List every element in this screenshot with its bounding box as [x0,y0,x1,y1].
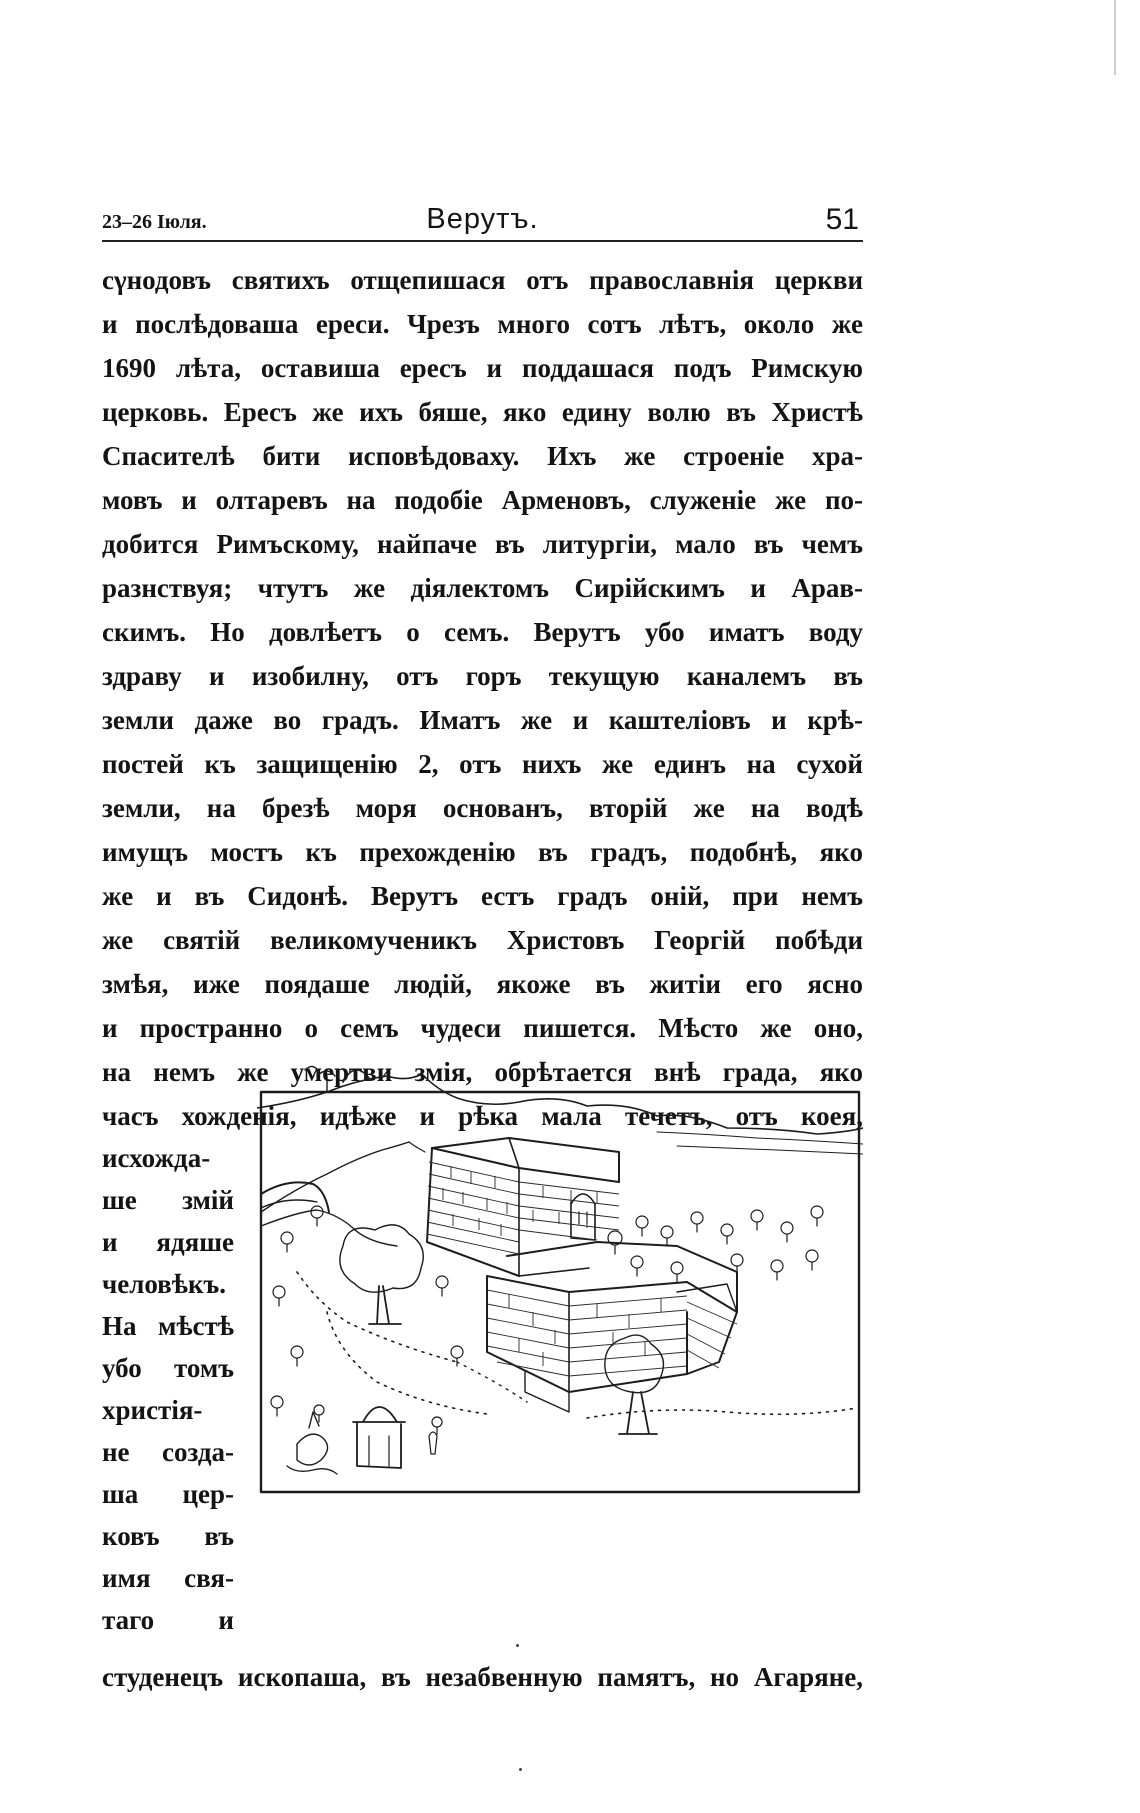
page-number: 51 [825,203,859,236]
illustration-frame [261,1092,859,1492]
text-line: имущъ мостъ къ прехожденію въ градъ, подобнѣ, яко [102,837,863,867]
side-text-line: исхожда- [102,1143,211,1173]
text-line: же святій великомученикъ Христовъ Георгій побѣди [102,925,863,955]
text-line: часъ хожденія, идѣже и рѣка мала течетъ, отъ коея, [102,1101,863,1131]
header-rule [102,240,863,242]
side-text-line: имя свя- [102,1563,234,1593]
side-text-line: убо томъ [102,1353,234,1383]
scan-speck [519,1768,522,1771]
final-text-line: студенецъ ископаша, въ незабвенную памятъ, но Агаряне, [102,1662,863,1692]
text-line: сγнодовъ святихъ отщепишася отъ православнія церкви [102,265,863,295]
side-text-line: На мѣстѣ [102,1311,234,1341]
side-text-line: ковъ въ [102,1521,234,1551]
text-line: земли даже во градъ. Иматъ же и каштеліовъ и крѣ- [102,705,863,735]
text-line: церковь. Ересъ же ихъ бяше, яко едину волю въ Христѣ [102,397,863,427]
rider-drawing [297,1434,328,1465]
mountain-ridge [257,1074,863,1134]
text-line: скимъ. Но довлѣетъ о семъ. Верутъ убо иматъ воду [102,617,863,647]
side-text-line: ше змій [102,1185,234,1215]
text-line: мовъ и олтаревъ на подобіе Арменовъ, служеніе же по- [102,485,863,515]
text-line: на немъ же умертви змія, обрѣтается внѣ града, яко [102,1057,863,1087]
text-line: и послѣдоваша ереси. Чрезъ много сотъ лѣтъ, около же [102,309,863,339]
side-text-line: человѣкъ. [102,1269,227,1299]
side-text-line: ша цер- [102,1479,234,1509]
running-header [102,198,863,240]
text-line: постей къ защищенію 2, отъ нихъ же единъ на сухой [102,749,863,779]
tree-drawing [340,1225,423,1292]
text-line: разнствуя; чтутъ же діялектомъ Сирійскимъ и Арав- [102,573,863,603]
monastery-engraving [257,1062,863,1496]
text-line: здраву и изобилну, отъ горъ текущую каналемъ въ [102,661,863,691]
text-line: 1690 лѣта, оставиша ересъ и поддашася подъ Римскую [102,353,863,383]
text-line: же и въ Сидонѣ. Верутъ естъ градъ оній, при немъ [102,881,863,911]
side-text-line: и ядяше [102,1227,234,1257]
text-line: добится Римъскому, найпаче въ литургіи, мало въ чемъ [102,529,863,559]
side-text-line: христія- [102,1395,203,1425]
text-line: и пространно о семъ чудеси пишется. Мѣсто же оно, [102,1013,863,1043]
side-text-line: не созда- [102,1437,234,1467]
text-line: змѣя, иже поядаше людій, якоже въ житіи его ясно [102,969,863,999]
side-text-line: таго и [102,1605,234,1635]
scan-speck [516,1644,519,1647]
tree-drawing [605,1335,664,1393]
text-line: земли, на брезѣ моря основанъ, вторій же на водѣ [102,793,863,823]
header-title: Верутъ. [426,203,539,235]
header-date: 23–26 Іюля. [102,211,207,233]
text-line: Спасителѣ бити исповѣдоваху. Ихъ же строеніе хра- [102,441,863,471]
scan-edge-line [1114,0,1116,75]
